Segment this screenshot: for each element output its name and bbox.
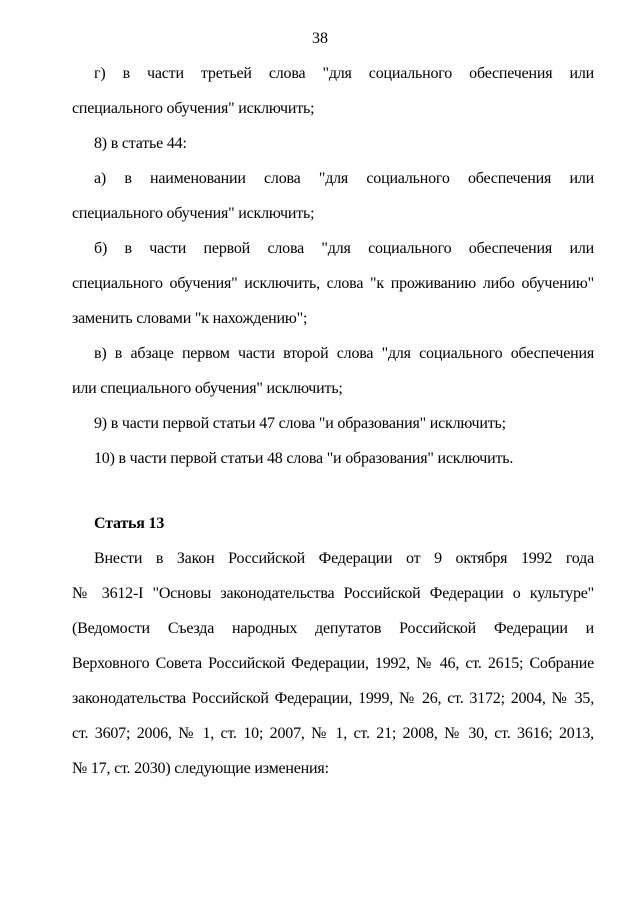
page-number: 38 [312, 30, 328, 47]
text-line: в) в абзаце первом части второй слова "для социального обеспечения [94, 345, 594, 362]
text-line: законодательства Российской Федерации, 1999, № 26, ст. 3172; 2004, № 35, [72, 690, 594, 707]
text-line: а) в наименовании слова "для социального обеспечения или [94, 170, 594, 187]
text-line: специального обучения" исключить, слова "к проживанию либо обучению" [72, 275, 594, 292]
text-line: (Ведомости Съезда народных депутатов Российской Федерации и [72, 620, 594, 637]
article-heading: Статья 13 [94, 515, 165, 532]
text-line: 10) в части первой статьи 48 слова "и образования" исключить. [94, 450, 514, 467]
text-line: специального обучения" исключить; [72, 205, 315, 222]
text-line: б) в части первой слова "для социального обеспечения или [94, 240, 594, 257]
text-line: Внести в Закон Российской Федерации от 9 октября 1992 года [94, 550, 594, 567]
text-line: или специального обучения" исключить; [72, 380, 343, 397]
document-body [72, 56, 594, 786]
text-line: 9) в части первой статьи 47 слова "и образования" исключить; [94, 415, 506, 432]
text-line: 8) в статье 44: [94, 135, 187, 152]
text-line: ст. 3607; 2006, № 1, ст. 10; 2007, № 1, ст. 21; 2008, № 30, ст. 3616; 2013, [72, 725, 594, 742]
section-gap [72, 476, 594, 506]
text-line: № 3612-I "Основы законодательства Российской Федерации о культуре" [72, 585, 594, 602]
text-line: специального обучения" исключить; [72, 100, 315, 117]
text-line: г) в части третьей слова "для социального обеспечения или [94, 65, 594, 82]
text-line: Верховного Совета Российской Федерации, 1992, № 46, ст. 2615; Собрание [72, 655, 594, 672]
text-line: заменить словами "к нахождению"; [72, 310, 308, 327]
text-line: № 17, ст. 2030) следующие изменения: [72, 760, 329, 777]
